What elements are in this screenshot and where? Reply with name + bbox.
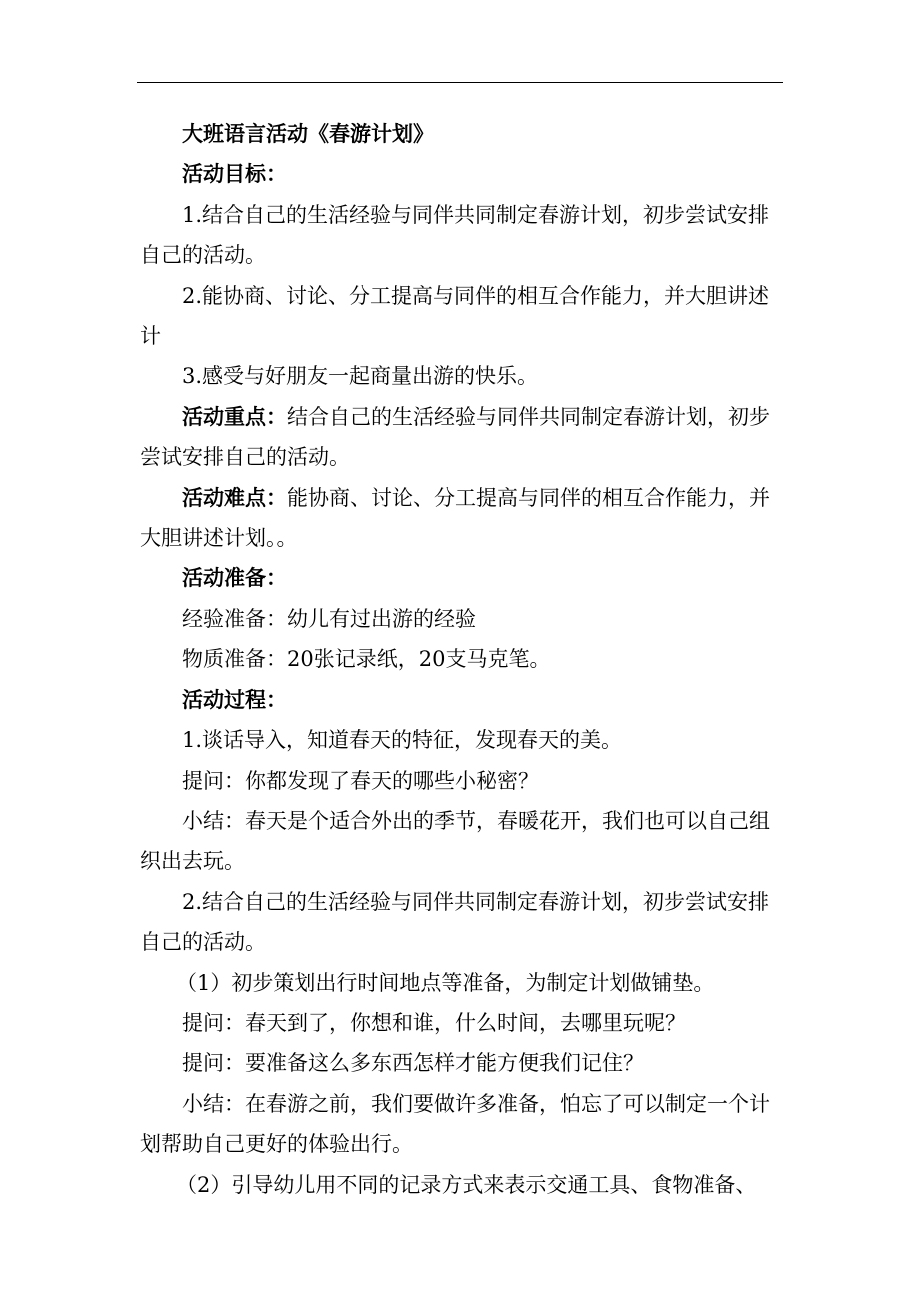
goals-heading: 活动目标： <box>182 161 287 187</box>
step-2-summary: 小结：在春游之前，我们要做许多准备，怕忘了可以制定一个计划帮助自己更好的体验出行。 <box>140 1091 770 1157</box>
difficulty-label: 活动难点： <box>182 484 287 510</box>
difficulty-paragraph <box>140 478 786 559</box>
process-heading: 活动过程： <box>182 686 287 712</box>
document-title: 大班语言活动《春游计划》 <box>182 121 434 146</box>
step-2-sub-1: （1）初步策划出行时间地点等准备，为制定计划做铺垫。 <box>176 970 715 995</box>
preparation-heading: 活动准备： <box>182 565 287 591</box>
prep-experience: 经验准备：幼儿有过出游的经验 <box>182 606 476 631</box>
step-1: 1.谈话导入，知道春天的特征，发现春天的美。 <box>182 728 623 753</box>
goal-2: 2.能协商、讨论、分工提高与同伴的相互合作能力，并大胆讲述计 <box>140 283 770 349</box>
key-point-paragraph <box>140 397 786 478</box>
step-2-sub-2: （2）引导幼儿用不同的记录方式来表示交通工具、食物准备、 <box>176 1172 757 1197</box>
key-point-text: 结合自己的生活经验与同伴共同制定春游计划，初步尝试安排自己的活动。 <box>140 404 770 470</box>
header-rule <box>137 82 783 83</box>
step-2-question-2: 提问：要准备这么多东西怎样才能方便我们记住？ <box>182 1051 644 1076</box>
step-1-summary: 小结：春天是个适合外出的季节，春暖花开，我们也可以自己组织出去玩。 <box>140 808 770 874</box>
step-2-question-1: 提问：春天到了，你想和谁，什么时间，去哪里玩呢？ <box>182 1010 686 1035</box>
step-1-question: 提问：你都发现了春天的哪些小秘密？ <box>182 768 539 793</box>
difficulty-text: 能协商、讨论、分工提高与同伴的相互合作能力，并大胆讲述计划。。 <box>140 485 770 551</box>
key-point-label: 活动重点： <box>182 403 287 429</box>
prep-material: 物质准备：20张记录纸，20支马克笔。 <box>182 647 551 672</box>
goal-3: 3.感受与好朋友一起商量出游的快乐。 <box>182 364 539 389</box>
step-2: 2.结合自己的生活经验与同伴共同制定春游计划，初步尝试安排自己的活动。 <box>140 889 770 955</box>
document-body <box>140 114 786 1205</box>
goal-1: 1.结合自己的生活经验与同伴共同制定春游计划，初步尝试安排自己的活动。 <box>140 202 770 268</box>
